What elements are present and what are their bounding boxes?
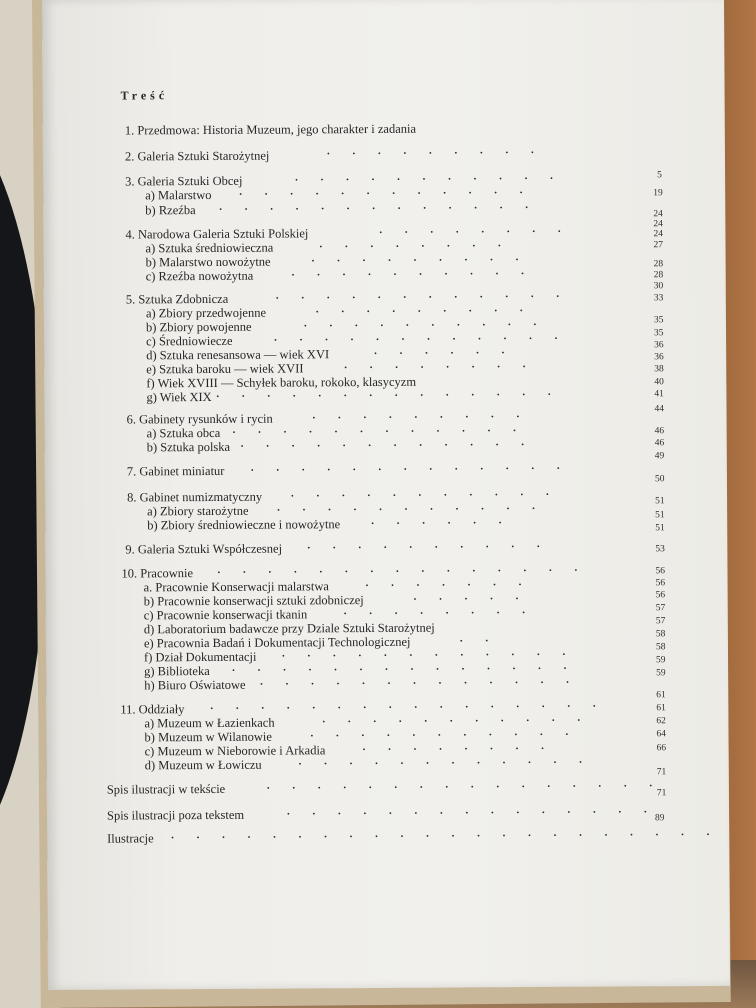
toc-leader: . . . . . . . . . . . . <box>239 184 533 198</box>
toc-leader: . . . . . . . . . . . . <box>232 422 526 436</box>
toc-entry: e) Sztuka baroku — wiek XVII <box>146 361 304 377</box>
toc-entry: c) Rzeźba nowożytna <box>145 268 254 284</box>
toc-entry: g) Biblioteka <box>144 663 210 679</box>
toc-leader: . . . . . . . . . . <box>303 315 547 330</box>
toc-leader: . . . . . . . . <box>319 237 511 251</box>
toc-entry: c) Pracownie konserwacji tkanin <box>143 607 308 623</box>
toc-leader: . . . . . . . . . . . <box>277 499 545 514</box>
page-number: 27 <box>653 240 664 251</box>
toc-entry: b) Zbiory średniowieczne i nowożytne <box>147 517 341 533</box>
toc-leader: . . . . . . . . <box>379 222 571 236</box>
toc-entry: a) Zbiory przedwojenne <box>145 305 267 321</box>
page-number: 19 <box>653 188 663 199</box>
page-number: 64 <box>656 729 667 740</box>
toc-entry: f) Wiek XVIII — Schyłek baroku, rokoko, klasycyzm <box>146 374 417 391</box>
page-number: 51 <box>655 523 665 534</box>
toc-entry: a) Muzeum w Łazienkach <box>144 715 275 731</box>
toc-leader: . . . . . . . . . . . <box>310 725 579 740</box>
toc-leader: . . . . . . . . . . <box>291 265 534 279</box>
toc-leader: . . . . . . . . . <box>311 251 529 265</box>
toc-entry: 10. Pracownie <box>121 566 194 581</box>
toc-leader: . . . . . . . . . . . <box>290 485 559 500</box>
page-number: 61 <box>656 703 666 714</box>
page-number: 71 <box>656 788 667 799</box>
toc-entry: b) Muzeum w Wilanowie <box>144 729 272 745</box>
toc-entry: 7. Gabinet miniatur <box>126 463 225 479</box>
page-number: 36 <box>654 352 664 363</box>
toc-entry: b) Pracownie konserwacji sztuki zdobniczej <box>143 593 364 609</box>
page-number: 33 <box>653 293 664 304</box>
toc-entry: Spis ilustracji w tekście <box>106 781 226 797</box>
toc-leader: . . <box>459 632 499 645</box>
page-number: 66 <box>656 743 667 754</box>
page-number: 24 <box>653 229 663 240</box>
toc-entry: 4. Narodowa Galeria Sztuki Polskiej <box>125 226 309 242</box>
toc-entry: b) Malarstwo nowożytne <box>145 254 271 270</box>
page-number: 56 <box>655 566 666 577</box>
toc-leader: . . . . . . . . . . . . . . <box>232 659 577 674</box>
page-number: 58 <box>655 642 666 653</box>
page-number: 62 <box>656 716 666 727</box>
toc-entry: b) Rzeźba <box>145 203 196 218</box>
toc-leader: . . . . . . . . . . . . . . . . <box>266 777 663 792</box>
toc-leader: . . . . . . . . . . . . <box>298 753 592 768</box>
toc-leader: . . . . . . . . . . . . . . . <box>217 561 588 576</box>
page-number: 30 <box>653 281 664 292</box>
page-number: 56 <box>655 578 666 589</box>
toc-leader: . . . . . . . . . . . <box>322 711 591 726</box>
toc-entry: 6. Gabinety rysunków i rycin <box>126 411 273 427</box>
page-number: 5 <box>657 170 662 181</box>
toc-leader: . . . . . . . . . . <box>307 537 550 552</box>
toc-leader: . . . . . . . . . <box>315 302 533 316</box>
toc-entry: c) Muzeum w Nieborowie i Arkadia <box>144 743 326 759</box>
toc-entry: d) Sztuka renesansowa — wiek XVI <box>146 347 330 363</box>
toc-leader: . . . . . <box>413 590 529 603</box>
page-number: 57 <box>655 616 666 627</box>
toc-leader: . . . . . . . <box>365 576 532 590</box>
toc-entry: 1. Przedmowa: Historia Muzeum, jego charakter i zadania <box>124 121 417 138</box>
toc-entry: b) Sztuka polska <box>146 439 231 455</box>
page-number: 35 <box>653 315 664 326</box>
toc-leader: . . . . . . . . . . . . . . <box>216 385 561 400</box>
page-number: 51 <box>655 510 665 521</box>
toc-leader: . . . . . . . . . . . . . <box>219 198 539 213</box>
toc-leader: . . . . . . <box>374 344 515 357</box>
page-number: 28 <box>653 259 664 270</box>
toc-leader: . . . . . . . . . . . <box>295 169 563 184</box>
toc-leader: . . . . . . . . . . . . . . . . . . . . . . <box>171 825 720 842</box>
page-number: 57 <box>655 603 666 614</box>
toc-leader: . . . . . . . . . . . . <box>281 645 576 660</box>
toc-entry: d) Laboratorium badawcze przy Dziale Sztuki Starożytnej <box>143 620 435 637</box>
book-page <box>42 0 730 990</box>
page-number: 28 <box>653 270 664 281</box>
page-number: 89 <box>654 813 665 824</box>
toc-entry: Spis ilustracji poza tekstem <box>106 807 245 823</box>
page-number: 51 <box>655 496 665 507</box>
toc-leader: . . . . . . . . . . . . . . . <box>286 803 657 818</box>
toc-entry: 3. Galeria Sztuki Obcej <box>125 173 243 189</box>
toc-entry: a) Sztuka obca <box>146 425 221 441</box>
toc-entry: a) Sztuka średniowieczna <box>145 240 274 256</box>
toc-entry: Ilustracje <box>107 831 154 846</box>
toc-leader: . . . . . . . . . . . . <box>240 436 534 450</box>
page-number: 59 <box>656 668 666 679</box>
toc-leader: . . . . . . . . . <box>312 408 530 422</box>
toc-entry: 5. Sztuka Zdobnicza <box>125 291 229 307</box>
page-number: 35 <box>654 328 664 339</box>
page-number: 24 <box>653 209 663 220</box>
toc-leader: . . . . . . . . . <box>326 143 544 158</box>
page-number: 59 <box>656 655 666 666</box>
toc-entry: e) Pracownia Badań i Dokumentacji Technologicznej <box>143 634 411 651</box>
toc-entry: 9. Galeria Sztuki Współczesnej <box>125 541 283 557</box>
page-number: 56 <box>655 590 666 601</box>
toc-entry: h) Biuro Oświatowe <box>144 677 246 693</box>
toc-leader: . . . . . . <box>371 514 512 527</box>
page-number: 49 <box>654 451 665 462</box>
page-number: 24 <box>653 219 663 230</box>
toc-leader: . . . . . . . . . . . . <box>274 329 568 344</box>
toc-entry: a) Zbiory starożytne <box>147 503 249 519</box>
toc-title: Treść <box>120 88 169 103</box>
toc-entry: 2. Galeria Sztuki Starożytnej <box>124 148 270 164</box>
toc-entry: g) Wiek XIX <box>146 389 212 405</box>
toc-leader: . . . . . . . . <box>343 604 536 618</box>
toc-entry: 8. Gabinet numizmatyczny <box>126 489 263 505</box>
toc-entry: 11. Oddziały <box>120 702 185 717</box>
page-number: 58 <box>655 629 666 640</box>
toc-leader: . . . . . . . . <box>362 739 554 754</box>
page-number: 61 <box>656 690 666 701</box>
page-number: 46 <box>654 426 665 437</box>
toc-leader: . . . . . . . . . . . . . <box>250 459 570 474</box>
toc-leader: . . . . . . . . <box>344 357 536 372</box>
toc-leader: . . . . . . . . . . . . <box>275 287 570 302</box>
toc-entry: b) Zbiory powojenne <box>145 319 252 335</box>
page-number: 40 <box>654 377 664 388</box>
toc-entry: a. Pracownie Konserwacji malarstwa <box>143 579 329 595</box>
page-number: 41 <box>654 389 664 400</box>
page-number: 44 <box>654 404 665 415</box>
toc-leader: . . . . . . . . . . . . . . . . <box>210 697 606 712</box>
page-number: 53 <box>655 544 665 555</box>
page-number: 50 <box>654 474 665 485</box>
toc-entry: c) Średniowiecze <box>146 333 233 349</box>
toc-leader: . . . . . . . . . . . . . <box>260 673 579 688</box>
toc-entry: f) Dział Dokumentacji <box>143 649 257 665</box>
page-number: 71 <box>656 767 667 778</box>
page-number: 38 <box>654 364 664 375</box>
toc-entry: a) Malarstwo <box>145 187 212 203</box>
page-number: 46 <box>654 438 665 449</box>
toc-entry: d) Muzeum w Łowiczu <box>144 757 262 773</box>
page-number: 36 <box>654 340 664 351</box>
